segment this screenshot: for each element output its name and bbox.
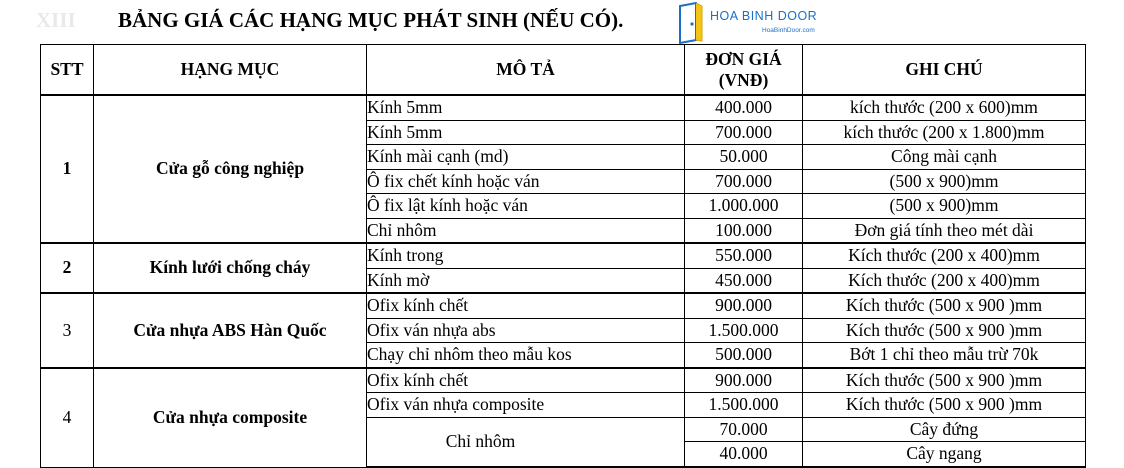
unit-price: 700.000 [685, 120, 803, 145]
item-description: Ofix kính chết [367, 368, 685, 393]
table-row [41, 243, 1086, 268]
item-description: Chạy chỉ nhôm theo mẫu kos [367, 343, 685, 368]
page-title: BẢNG GIÁ CÁC HẠNG MỤC PHÁT SINH (NẾU CÓ). [118, 8, 624, 32]
unit-price: 40.000 [685, 442, 803, 467]
row-number: 2 [41, 243, 94, 293]
note: kích thước (200 x 600)mm [803, 95, 1086, 120]
row-number: 4 [41, 368, 94, 468]
note: Kích thước (500 x 900 )mm [803, 318, 1086, 343]
page-header [0, 0, 1124, 44]
unit-price: 450.000 [685, 268, 803, 293]
unit-price: 500.000 [685, 343, 803, 368]
unit-price: 50.000 [685, 145, 803, 170]
column-header-stt: STT [41, 45, 94, 96]
note: Cây đứng [803, 417, 1086, 442]
item-description: Kính 5mm [367, 95, 685, 120]
price-table [40, 44, 1086, 468]
unit-price: 100.000 [685, 218, 803, 243]
item-description: Ô fix chết kính hoặc ván [367, 169, 685, 194]
company-logo [676, 2, 836, 44]
item-description: Chỉ nhôm [367, 218, 685, 243]
note: Kích thước (500 x 900 )mm [803, 368, 1086, 393]
row-number: 3 [41, 293, 94, 368]
note: Bớt 1 chỉ theo mẫu trừ 70k [803, 343, 1086, 368]
section-number-faded: XIII [36, 8, 76, 32]
item-name: Cửa gỗ công nghiệp [94, 95, 367, 243]
note: Cây ngang [803, 442, 1086, 467]
item-description: Ofix kính chết [367, 293, 685, 318]
note: Kích thước (200 x 400)mm [803, 243, 1086, 268]
row-number: 1 [41, 95, 94, 243]
item-description: Kính trong [367, 243, 685, 268]
column-header-description: MÔ TẢ [367, 45, 685, 96]
unit-price: 700.000 [685, 169, 803, 194]
unit-price: 900.000 [685, 293, 803, 318]
unit-price: 900.000 [685, 368, 803, 393]
note: Kích thước (200 x 400)mm [803, 268, 1086, 293]
unit-price-header-text: ĐƠN GIÁ (VNĐ) [705, 48, 782, 90]
table-row [41, 293, 1086, 318]
unit-price: 550.000 [685, 243, 803, 268]
note: Kích thước (500 x 900 )mm [803, 293, 1086, 318]
note: kích thước (200 x 1.800)mm [803, 120, 1086, 145]
note: (500 x 900)mm [803, 194, 1086, 219]
logo-text: HOA BINH DOOR [710, 9, 818, 23]
table-row [41, 95, 1086, 120]
unit-price: 1.000.000 [685, 194, 803, 219]
unit-price: 1.500.000 [685, 318, 803, 343]
item-name: Cửa nhựa composite [94, 368, 367, 468]
logo-website: HoaBinhDoor.com [762, 27, 815, 34]
note: Kích thước (500 x 900 )mm [803, 393, 1086, 418]
table-header-row [41, 45, 1086, 96]
note: Đơn giá tính theo mét dài [803, 218, 1086, 243]
column-header-unit-price [685, 45, 803, 96]
column-header-item: HẠNG MỤC [94, 45, 367, 96]
unit-price: 70.000 [685, 417, 803, 442]
item-name: Kính lưới chống cháy [94, 243, 367, 293]
item-description: Ô fix lật kính hoặc ván [367, 194, 685, 219]
note: (500 x 900)mm [803, 169, 1086, 194]
item-description: Kính mờ [367, 268, 685, 293]
item-description: Ofix ván nhựa abs [367, 318, 685, 343]
unit-price: 1.500.000 [685, 393, 803, 418]
note: Công mài cạnh [803, 145, 1086, 170]
item-name: Cửa nhựa ABS Hàn Quốc [94, 293, 367, 368]
item-description: Kính mài cạnh (md) [367, 145, 685, 170]
unit-price: 400.000 [685, 95, 803, 120]
item-description: Kính 5mm [367, 120, 685, 145]
door-logo-icon [676, 2, 706, 44]
item-description: Chỉ nhôm [367, 417, 685, 466]
item-description: Ofix ván nhựa composite [367, 393, 685, 418]
column-header-note: GHI CHÚ [803, 45, 1086, 96]
table-row [41, 368, 1086, 393]
